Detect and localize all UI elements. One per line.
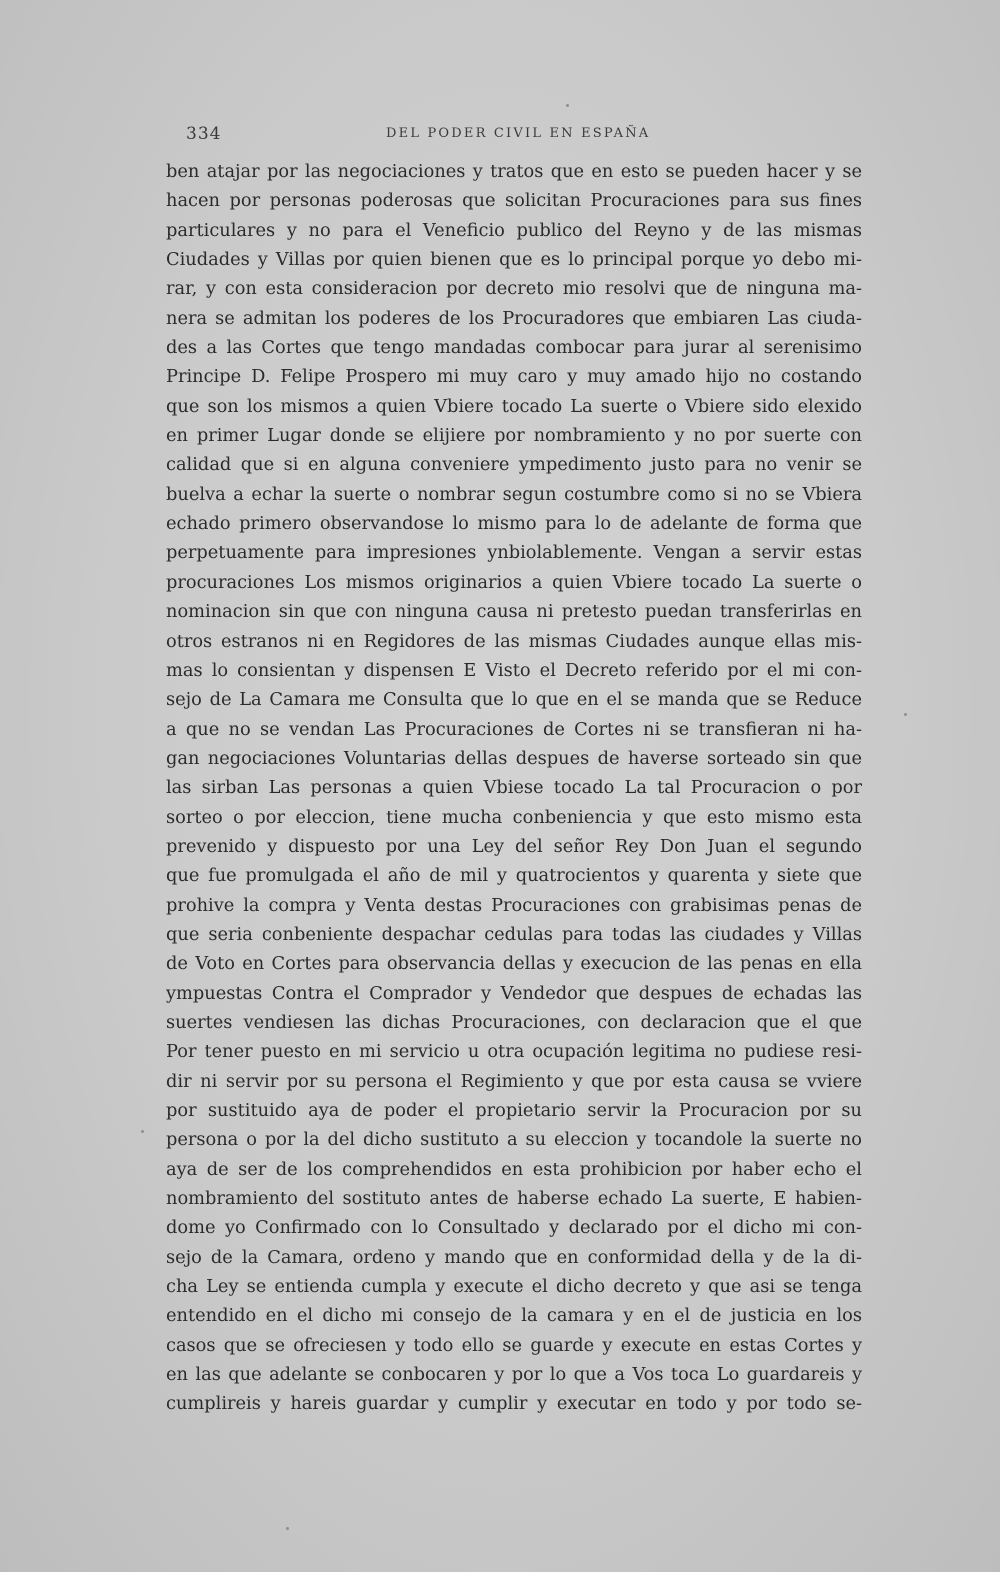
text-line: otros estranos ni en Regidores de las mismas Ciudades aunque ellas mis- (166, 630, 862, 652)
text-line: prevenido y dispuesto por una Ley del señor Rey Don Juan el segundo (166, 835, 862, 857)
text-line: rar, y con esta consideracion por decreto mio resolvi que de ninguna ma- (166, 278, 862, 300)
text-line: nominacion sin que con ninguna causa ni pretesto puedan transferirlas en (166, 601, 862, 623)
text-line: Por tener puesto en mi servicio u otra ocupación legitima no pudiese resi- (166, 1041, 862, 1063)
text-line: gan negociaciones Voluntarias dellas despues de haverse sorteado sin que (166, 747, 862, 769)
text-line: persona o por la del dicho sustituto a su eleccion y tocandole la suerte no (166, 1129, 862, 1151)
paper-speck (141, 1130, 144, 1133)
text-line: sejo de La Camara me Consulta que lo que en el se manda que se Reduce (166, 689, 862, 711)
text-line: que seria conbeniente despachar cedulas para todas las ciudades y Villas (166, 923, 862, 945)
page-number: 334 (186, 124, 222, 144)
text-line: prohive la compra y Venta destas Procuraciones con grabisimas penas de (166, 894, 862, 916)
text-line: ben atajar por las negociaciones y tratos que en esto se pueden hacer y se (166, 161, 862, 182)
text-line: a que no se vendan Las Procuraciones de Cortes ni se transfieran ni ha- (166, 718, 862, 740)
paper-speck (286, 1527, 289, 1530)
text-line: ympuestas Contra el Comprador y Vendedor que despues de echadas las (166, 982, 862, 1004)
body-text (166, 157, 862, 1419)
text-line: des a las Cortes que tengo mandadas combocar para jurar al serenisimo (166, 337, 862, 359)
text-line: procuraciones Los mismos originarios a quien Vbiere tocado La suerte o (166, 571, 862, 593)
text-line: mas lo consientan y dispensen E Visto el Decreto referido por el mi con- (166, 659, 862, 681)
text-line: hacen por personas poderosas que solicitan Procuraciones para sus fines (166, 190, 862, 212)
text-line: en las que adelante se conbocaren y por lo que a Vos toca Lo guardareis y (166, 1364, 862, 1386)
text-line: dome yo Confirmado con lo Consultado y declarado por el dicho mi con- (166, 1217, 862, 1239)
text-line: por sustituido aya de poder el propietario servir la Procuracion por su (166, 1100, 862, 1121)
paper-speck (904, 713, 907, 716)
text-line: buelva a echar la suerte o nombrar segun costumbre como si no se Vbiera (166, 483, 862, 505)
text-line: dir ni servir por su persona el Regimiento y que por esta causa se vviere (166, 1070, 862, 1092)
text-line: entendido en el dicho mi consejo de la camara y en el de justicia en los (166, 1305, 862, 1327)
text-line: las sirban Las personas a quien Vbiese tocado La tal Procuracion o por (166, 777, 862, 799)
text-line: Ciudades y Villas por quien bienen que es lo principal porque yo debo mi- (166, 249, 862, 271)
text-line: suertes vendiesen las dichas Procuraciones, con declaracion que el que (166, 1011, 862, 1033)
text-line: cha Ley se entienda cumpla y execute el dicho decreto y que asi se tenga (166, 1276, 862, 1298)
text-line: cumplireis y hareis guardar y cumplir y executar en todo y por todo se- (166, 1393, 862, 1415)
text-line: de Voto en Cortes para observancia dellas y execucion de las penas en ella (166, 953, 862, 975)
text-line: calidad que si en alguna conveniere ympedimento justo para no venir se (166, 454, 862, 476)
running-head: DEL PODER CIVIL EN ESPAÑA (386, 126, 651, 141)
text-line: casos que se ofreciesen y todo ello se guarde y execute en estas Cortes y (166, 1334, 862, 1356)
text-line: nombramiento del sostituto antes de haberse echado La suerte, E habien- (166, 1188, 862, 1210)
text-line: Principe D. Felipe Prospero mi muy caro y muy amado hijo no costando (166, 366, 862, 388)
text-line: particulares y no para el Veneficio publico del Reyno y de las mismas (166, 219, 862, 241)
page-header (186, 124, 846, 154)
text-line: sejo de la Camara, ordeno y mando que en conformidad della y de la di- (166, 1246, 862, 1268)
text-line: sorteo o por eleccion, tiene mucha conbeniencia y que esto mismo esta (166, 806, 862, 828)
paper-speck (566, 104, 569, 107)
text-line: en primer Lugar donde se elijiere por nombramiento y no por suerte con (166, 425, 862, 447)
text-line: perpetuamente para impresiones ynbiolablemente. Vengan a servir estas (166, 542, 862, 564)
text-line: que fue promulgada el año de mil y quatrocientos y quarenta y siete que (166, 865, 862, 887)
text-line: nera se admitan los poderes de los Procuradores que embiaren Las ciuda- (166, 307, 862, 329)
text-line: echado primero observandose lo mismo para lo de adelante de forma que (166, 513, 862, 535)
text-line: que son los mismos a quien Vbiere tocado La suerte o Vbiere sido elexido (166, 395, 862, 417)
text-line: aya de ser de los comprehendidos en esta prohibicion por haber echo el (166, 1158, 862, 1180)
